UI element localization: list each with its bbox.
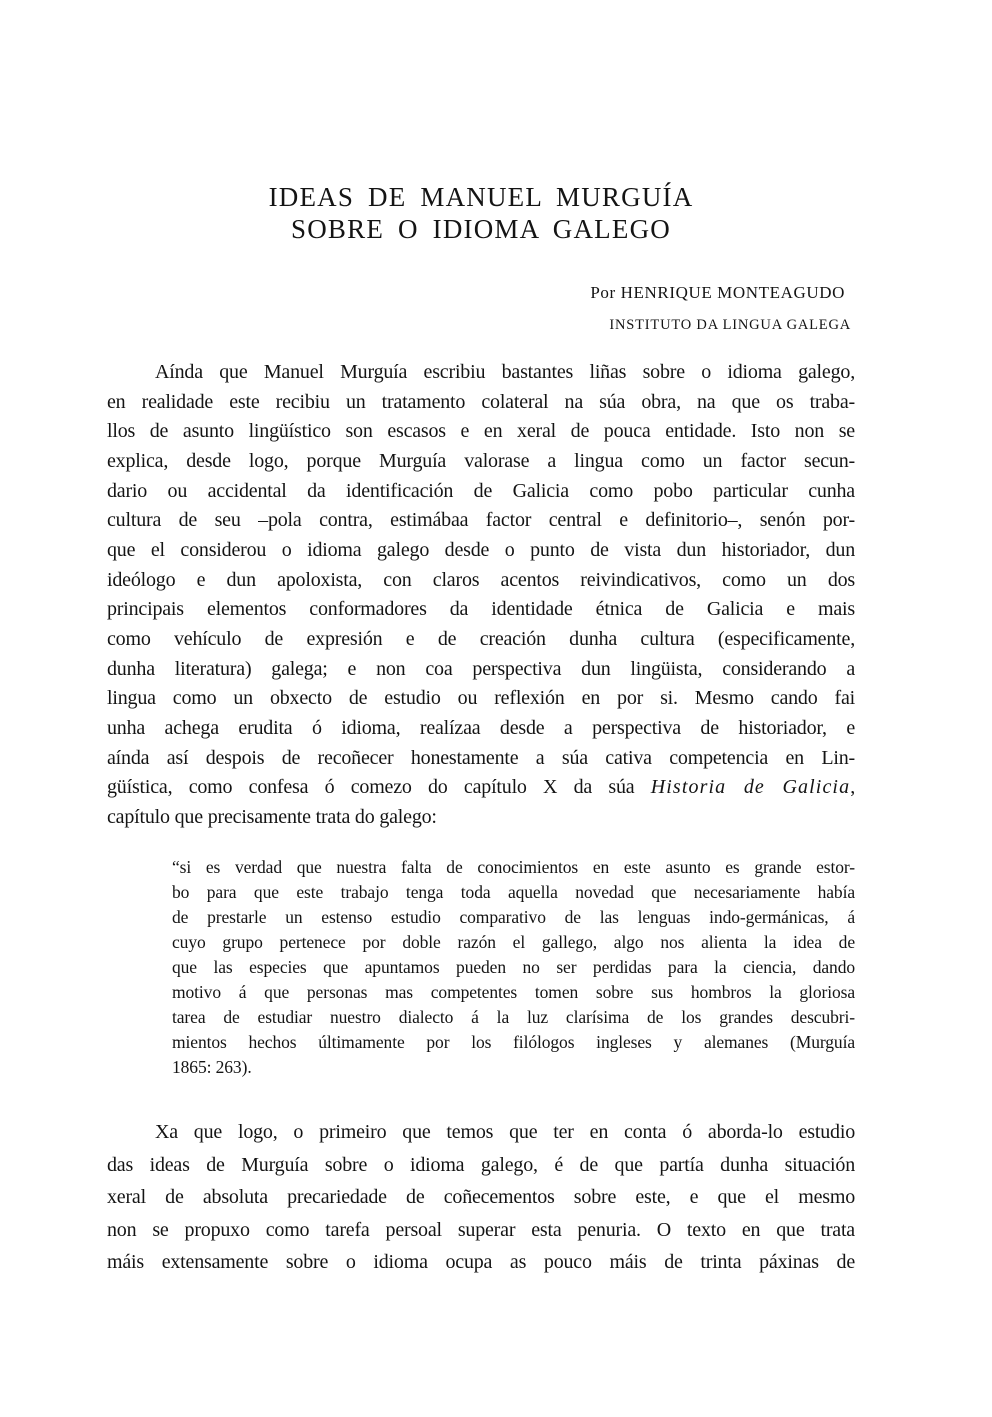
text-line: como vehículo de expresión e de creación dunha cultura (especificamente, [107,627,855,650]
text-line: cuyo grupo pertenece por doble razón el gallego, algo nos alienta la idea de [172,932,855,952]
text-line: que el considerou o idioma galego desde o punto de vista dun historiador, dun [107,538,855,561]
text-line: bo para que este trabajo tenga toda aquella novedad que necesariamente había [172,882,855,902]
paragraph-second [107,1116,855,1279]
text-line: capítulo que precisamente trata do galego: [107,805,437,828]
text-line: llos de asunto lingüístico son escasos e en xeral de pouca entidade. Isto non se [107,420,855,443]
text-line: unha achega erudita ó idioma, realízaa desde a perspectiva de historiador, e [107,716,855,739]
text-line: dunha literatura) galega; e non coa perspectiva dun lingüista, considerando a [107,657,855,680]
author-byline: Por HENRIQUE MONTEAGUDO [590,283,845,302]
author-affiliation: INSTITUTO DA LINGUA GALEGA [609,317,851,333]
text-segment: , [850,776,855,799]
text-line: non se propuxo como tarefa persoal superar esta penuria. O texto en que trata [107,1218,855,1241]
text-line: Xa que logo, o primeiro que temos que ter en conta ó aborda-lo estudio [155,1121,855,1143]
text-line: principais elementos conformadores da identidade étnica de Galicia e mais [107,598,855,621]
text-line: Aínda que Manuel Murguía escribiu bastantes liñas sobre o idioma galego, [155,361,855,383]
block-quote-murguia-1865 [172,855,855,1080]
article-title [107,181,855,245]
text-line: cultura de seu –pola contra, estimábaa factor central e definitorio–, senón por- [107,509,855,532]
italic-book-title: Historia de Galicia [650,776,851,799]
text-segment: güística, como confesa ó comezo do capítulo X da súa [107,776,651,799]
text-line: máis extensamente sobre o idioma ocupa as pouco máis de trinta páxinas de [107,1251,855,1273]
text-line: tarea de estudiar nuestro dialecto á la luz clarísima de los grandes descubri- [172,1007,855,1027]
text-line: das ideas de Murguía sobre o idioma galego, é de que partía dunha situación [107,1153,855,1176]
text-block [107,0,855,1417]
article-title-line-1: IDEAS DE MANUEL MURGUÍA [268,182,694,212]
text-line: en realidade este recibiu un tratamento colateral na súa obra, na que os traba- [107,390,855,413]
text-line: que las especies que apuntamos pueden no ser perdidas para la ciencia, dando [172,957,855,977]
text-line: ideólogo e dun apoloxista, con claros acentos reivindicativos, como un dos [107,568,855,591]
text-line [107,773,855,803]
text-line: dario ou accidental da identificación de Galicia como pobo particular cunha [107,479,855,502]
text-line: lingua como un obxecto de estudio ou reflexión en por si. Mesmo cando fai [107,687,855,710]
text-line: “si es verdad que nuestra falta de conocimientos en este asunto es grande estor- [172,857,855,877]
text-line: aínda así despois de recoñecer honestamente a súa cativa competencia en Lin- [107,746,855,769]
article-title-line-2: SOBRE O IDIOMA GALEGO [291,214,671,244]
text-line: de prestarle un estenso estudio comparativo de las lenguas indo-germánicas, á [172,907,855,927]
paragraph-introduction [107,358,855,833]
text-line: mientos hechos últimamente por los filólogos ingleses y alemanes (Murguía [172,1032,855,1052]
text-line: explica, desde logo, porque Murguía valorase a lingua como un factor secun- [107,449,855,472]
text-line: xeral de absoluta precariedade de coñecementos sobre este, e que el mesmo [107,1186,855,1208]
text-line: 1865: 263). [172,1057,252,1077]
text-line: motivo á que personas mas competentes tomen sobre sus hombros la gloriosa [172,982,855,1002]
